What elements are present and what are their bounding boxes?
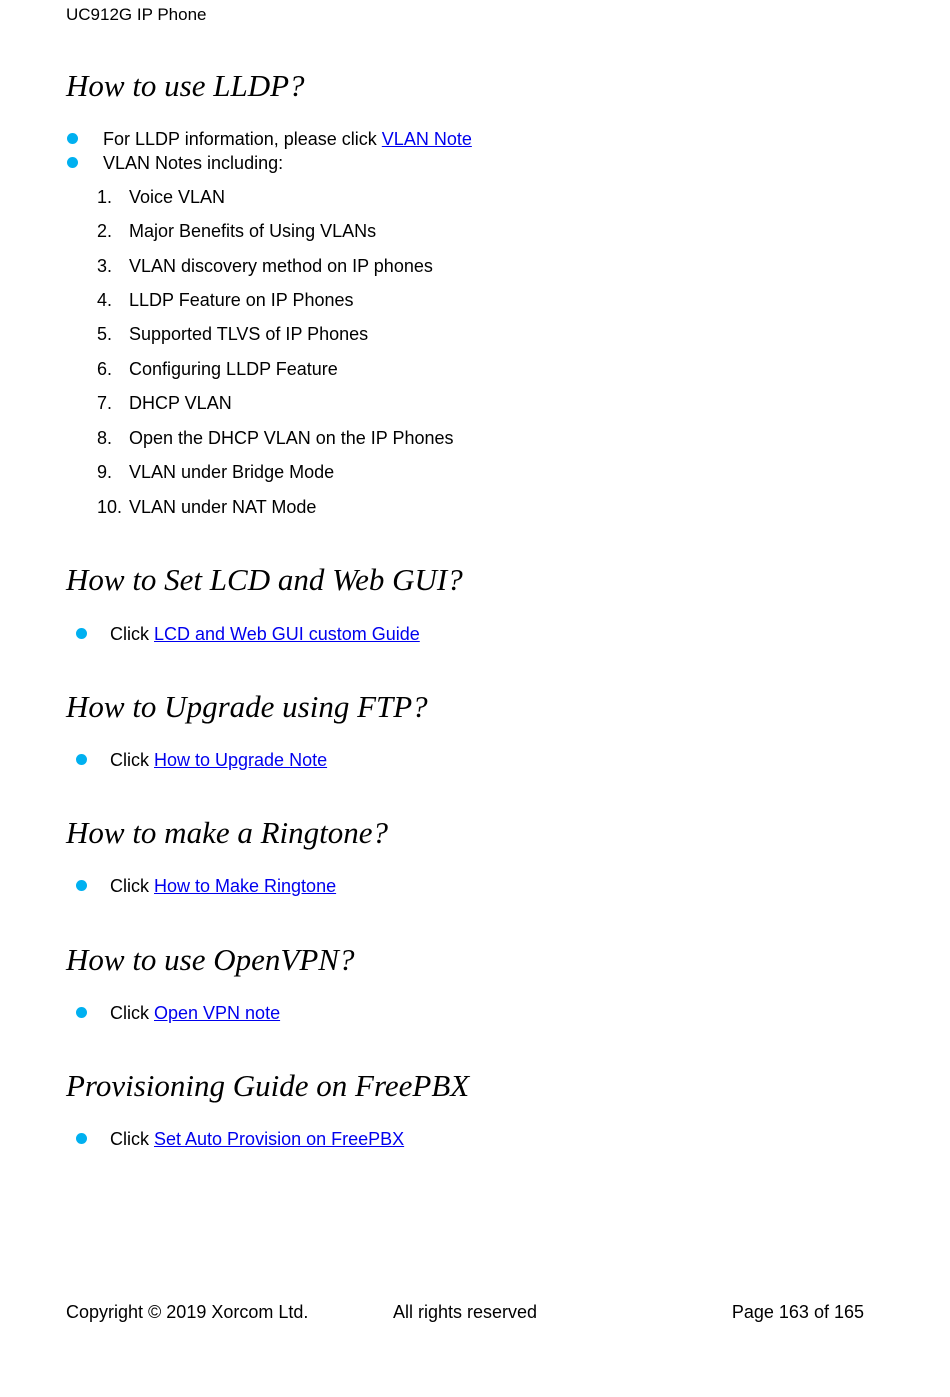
openvpn-note-link[interactable]: Open VPN note <box>154 1003 281 1023</box>
make-ringtone-link[interactable]: How to Make Ringtone <box>154 876 337 896</box>
list-item-number: 9. <box>97 462 113 482</box>
list-item-number: 5. <box>97 324 113 344</box>
list-item-number: 4. <box>97 290 113 310</box>
list-item-label: Supported TLVS of IP Phones <box>129 324 369 344</box>
list-item-number: 10. <box>97 497 123 517</box>
bullet-dot-icon <box>67 133 78 144</box>
list-item-label: Open the DHCP VLAN on the IP Phones <box>129 428 454 448</box>
list-item-label: DHCP VLAN <box>129 393 232 413</box>
list-item-label: Configuring LLDP Feature <box>129 359 338 379</box>
bullet-dot-icon <box>76 628 87 639</box>
section-title-lldp: How to use LLDP? <box>66 68 305 103</box>
bullet-dot-icon <box>67 157 78 168</box>
list-item-label: Major Benefits of Using VLANs <box>129 221 377 241</box>
footer-copyright: Copyright © 2019 Xorcom Ltd. <box>66 1302 309 1322</box>
section-title-upgrade: How to Upgrade using FTP? <box>66 689 428 724</box>
bullet-dot-icon <box>76 880 87 891</box>
list-item-number: 8. <box>97 428 113 448</box>
click-label: Click <box>110 1003 154 1023</box>
section-title-ringtone: How to make a Ringtone? <box>66 815 389 850</box>
lldp-info-text: For LLDP information, please click <box>103 129 382 149</box>
footer-rights: All rights reserved <box>393 1302 538 1322</box>
list-item-number: 3. <box>97 256 113 276</box>
bullet-dot-icon <box>76 754 87 765</box>
upgrade-note-link[interactable]: How to Upgrade Note <box>154 750 328 770</box>
list-item-label: LLDP Feature on IP Phones <box>129 290 354 310</box>
vlan-notes-label: VLAN Notes including: <box>103 153 284 173</box>
freepbx-provision-link[interactable]: Set Auto Provision on FreePBX <box>154 1129 405 1149</box>
page-header-title: UC912G IP Phone <box>66 5 207 24</box>
section-title-lcd-web-gui: How to Set LCD and Web GUI? <box>66 562 463 597</box>
bullet-dot-icon <box>76 1133 87 1144</box>
list-item-number: 6. <box>97 359 113 379</box>
click-label: Click <box>110 750 154 770</box>
footer-page-number: Page 163 of 165 <box>731 1302 864 1322</box>
click-label: Click <box>110 876 154 896</box>
lcd-web-gui-guide-link[interactable]: LCD and Web GUI custom Guide <box>154 624 420 644</box>
click-label: Click <box>110 1129 154 1149</box>
list-item-label: Voice VLAN <box>129 187 226 207</box>
click-label: Click <box>110 624 154 644</box>
list-item-label: VLAN under NAT Mode <box>129 497 317 517</box>
list-item-label: VLAN discovery method on IP phones <box>129 256 433 276</box>
list-item-number: 7. <box>97 393 113 413</box>
bullet-dot-icon <box>76 1007 87 1018</box>
section-title-openvpn: How to use OpenVPN? <box>66 942 355 977</box>
list-item-label: VLAN under Bridge Mode <box>129 462 335 482</box>
list-item-number: 2. <box>97 221 113 241</box>
list-item-number: 1. <box>97 187 113 207</box>
vlan-note-link[interactable]: VLAN Note <box>381 129 472 149</box>
section-title-freepbx: Provisioning Guide on FreePBX <box>66 1068 470 1103</box>
